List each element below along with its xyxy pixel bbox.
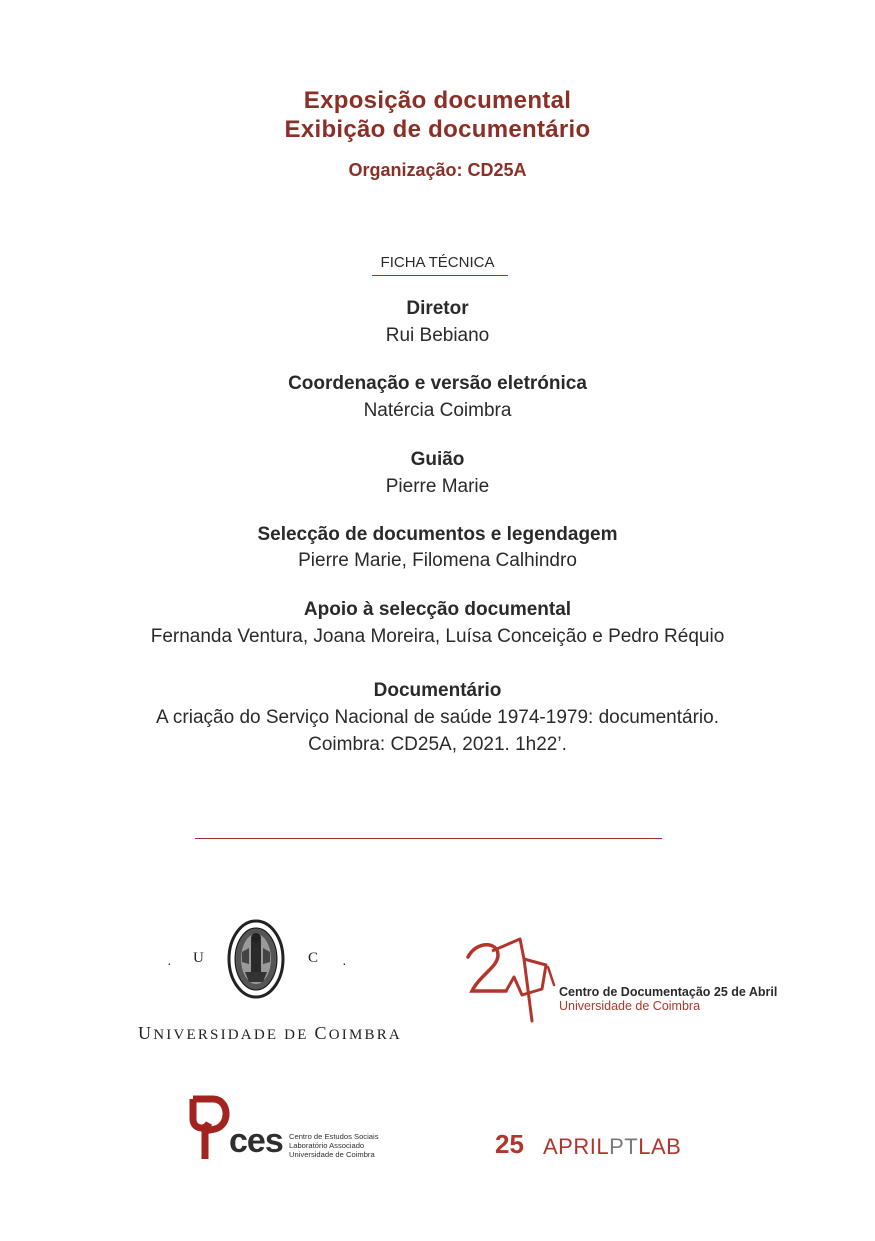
- credit-name-diretor: Rui Bebiano: [385, 325, 490, 346]
- lab-word: LAB: [638, 1134, 682, 1159]
- april-word: APRIL: [543, 1134, 610, 1159]
- title-line-2: Exibição de documentário: [284, 116, 591, 143]
- ces-logo: [185, 1095, 385, 1165]
- uc-logo: [120, 915, 402, 1050]
- credit-role-diretor: Diretor: [406, 298, 469, 319]
- cd25a-name: Centro de Documentação 25 de Abril: [559, 985, 778, 999]
- credit-name-apoio: Fernanda Ventura, Joana Moreira, Luísa Conceição e Pedro Réquio: [150, 626, 725, 647]
- ces-wordmark: ces: [229, 1122, 283, 1160]
- dot-icon: ·: [167, 955, 172, 971]
- ces-mark-icon: [185, 1095, 235, 1163]
- uc-wordmark-part-2: OIMBRA: [328, 1027, 402, 1043]
- credit-name-guiao: Pierre Marie: [385, 476, 490, 497]
- section-divider: [195, 838, 662, 839]
- uc-letter-c: C: [308, 950, 319, 966]
- uc-letter-u: U: [193, 950, 204, 966]
- ficha-tecnica-underline: [372, 275, 508, 276]
- credit-role-seleccao: Selecção de documentos e legendagem: [257, 524, 618, 545]
- dot-icon: ·: [342, 955, 347, 971]
- ces-subtitle-3: Universidade de Coimbra: [289, 1150, 375, 1159]
- title-line-1: Exposição documental: [303, 87, 572, 114]
- credit-role-guiao: Guião: [410, 449, 465, 470]
- cd25a-mark-icon: [462, 933, 562, 1029]
- credit-name-coordenacao: Natércia Coimbra: [363, 400, 512, 421]
- credit-documentario-line-1: A criação do Serviço Nacional de saúde 1974-1979: documentário.: [156, 707, 719, 728]
- uc-wordmark: [138, 1023, 402, 1044]
- credit-role-coordenacao: Coordenação e versão eletrónica: [288, 373, 587, 394]
- credit-role-documentario: Documentário: [373, 680, 502, 701]
- april-wordmark: [543, 1134, 681, 1160]
- uc-wordmark-part-1: NIVERSIDADE DE: [153, 1027, 315, 1043]
- credit-documentario-line-2: Coimbra: CD25A, 2021. 1h22’.: [308, 734, 567, 755]
- cd25a-logo: [462, 933, 792, 1033]
- ces-subtitle-1: Centro de Estudos Sociais: [289, 1132, 379, 1141]
- credit-role-apoio: Apoio à selecção documental: [303, 599, 572, 620]
- april-ptlab-logo: [495, 1128, 695, 1164]
- pt-word: PT: [609, 1134, 639, 1159]
- uc-wordmark-initial-2: C: [314, 1023, 329, 1043]
- credit-name-seleccao: Pierre Marie, Filomena Calhindro: [298, 550, 577, 571]
- ficha-tecnica-heading: FICHA TÉCNICA: [380, 254, 495, 271]
- april-mark-icon: 25: [495, 1129, 524, 1159]
- uc-wordmark-initial-1: U: [138, 1023, 154, 1043]
- cd25a-university: Universidade de Coimbra: [559, 999, 701, 1013]
- organization-line: Organização: CD25A: [348, 160, 527, 180]
- university-seal-icon: [227, 918, 285, 1000]
- ces-subtitle-2: Laboratório Associado: [289, 1141, 365, 1150]
